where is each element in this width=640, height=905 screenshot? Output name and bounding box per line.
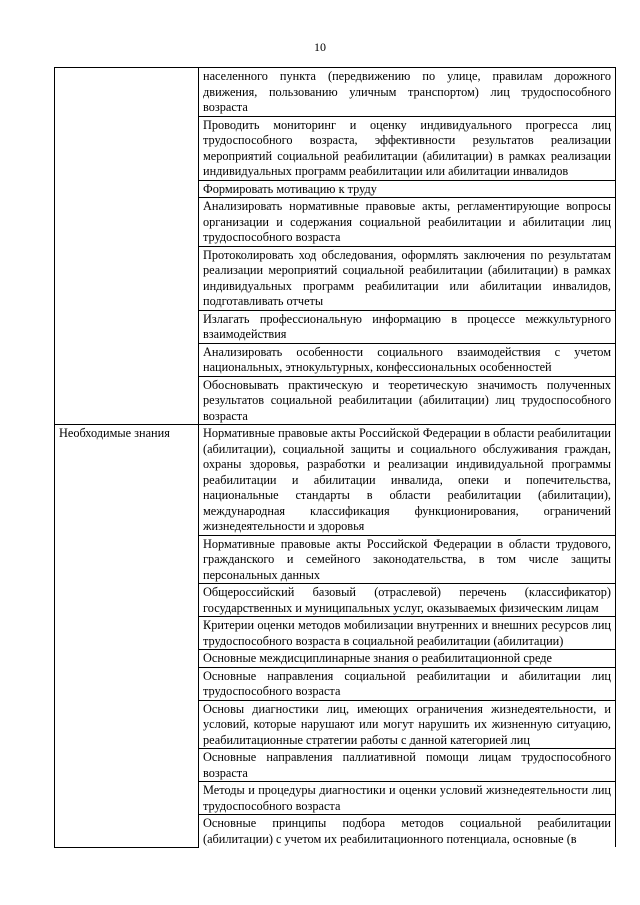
requirement-item: Нормативные правовые акты Российской Федерации в области трудового, гражданского и семейного законодательства, в том числе защиты персональных данных bbox=[199, 535, 616, 584]
requirement-item: Анализировать нормативные правовые акты, регламентирующие вопросы организации и содержания социальной реабилитации и абилитации лиц трудоспособного возраста bbox=[199, 198, 616, 247]
requirement-item: Основные междисциплинарные знания о реабилитационной среде bbox=[199, 650, 616, 668]
requirement-item: Методы и процедуры диагностики и оценки условий жизнедеятельности лиц трудоспособного возраста bbox=[199, 782, 616, 815]
requirement-item: Основы диагностики лиц, имеющих ограничения жизнедеятельности, и условий, которые нарушают или могут нарушить их жизненную ситуацию, реабилитационные стратегии работы с данной категорией лиц bbox=[199, 700, 616, 749]
requirement-item: Критерии оценки методов мобилизации внутренних и внешних ресурсов лиц трудоспособного возраста в социальной реабилитации (абилитации) bbox=[199, 617, 616, 650]
requirement-item: Обосновывать практическую и теоретическую значимость полученных результатов социальной реабилитации (абилитации) лиц трудоспособного возраста bbox=[199, 376, 616, 425]
row-label-knowledge: Необходимые знания bbox=[55, 425, 199, 848]
requirements-table-body bbox=[55, 68, 616, 848]
table-row bbox=[55, 425, 616, 536]
requirement-item: Формировать мотивацию к труду bbox=[199, 180, 616, 198]
table-row bbox=[55, 68, 616, 117]
page-number: 10 bbox=[314, 40, 326, 54]
requirement-item: Основные направления социальной реабилитации и абилитации лиц трудоспособного возраста bbox=[199, 667, 616, 700]
requirements-table bbox=[54, 67, 616, 848]
requirement-item: Основные направления паллиативной помощи лицам трудоспособного возраста bbox=[199, 749, 616, 782]
requirement-item: Проводить мониторинг и оценку индивидуального прогресса лиц трудоспособного возраста, эффективности результатов реализации мероприятий социальной реабилитации (абилитации) в рамках реализации индивидуальных программ реабилитации или абилитации инвалидов bbox=[199, 116, 616, 180]
requirement-item: Протоколировать ход обследования, оформлять заключения по результатам реализации мероприятий социальной реабилитации (абилитации) в рамках индивидуальных программ реабилитации или абилитации инвалидов, подготавливать отчеты bbox=[199, 246, 616, 310]
requirement-item: Основные принципы подбора методов социальной реабилитации (абилитации) с учетом их реабилитационного потенциала, основные (в bbox=[199, 815, 616, 848]
requirement-item: Излагать профессиональную информацию в процессе межкультурного взаимодействия bbox=[199, 310, 616, 343]
requirement-item: населенного пункта (передвижению по улице, правилам дорожного движения, пользованию уличным транспортом) лиц трудоспособного возраста bbox=[199, 68, 616, 117]
requirement-item: Анализировать особенности социального взаимодействия с учетом национальных, этнокультурных, конфессиональных особенностей bbox=[199, 343, 616, 376]
requirement-item: Нормативные правовые акты Российской Федерации в области реабилитации (абилитации), социальной защиты и социального обслуживания граждан, охраны здоровья, разработки и реализации индивидуальной программы реабилитации и абилитации инвалида, опеки и попечительства, национальные стандарты в области реабилитации (абилитации), международная классификация функционирования, ограничений жизнедеятельности и здоровья bbox=[199, 425, 616, 536]
row-label-continued bbox=[55, 68, 199, 425]
requirement-item: Общероссийский базовый (отраслевой) перечень (классификатор) государственных и муниципальных услуг, оказываемых физическим лицам bbox=[199, 584, 616, 617]
